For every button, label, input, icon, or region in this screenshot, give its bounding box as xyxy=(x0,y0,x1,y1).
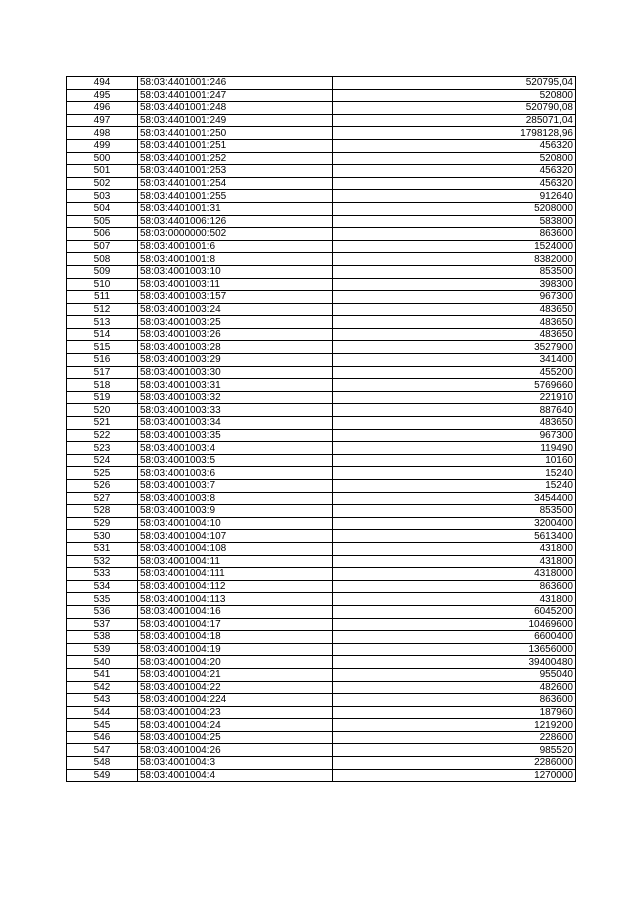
cadastral-number-cell: 58:03:4001003:11 xyxy=(138,278,333,291)
cadastral-value-cell: 985520 xyxy=(333,744,576,757)
cadastral-number-cell: 58:03:4401001:253 xyxy=(138,165,333,178)
row-number-cell: 514 xyxy=(67,328,138,341)
row-number-cell: 498 xyxy=(67,127,138,140)
cadastral-value-cell: 5613400 xyxy=(333,530,576,543)
table-row xyxy=(67,114,576,127)
cadastral-value-cell: 967300 xyxy=(333,291,576,304)
row-number-cell: 530 xyxy=(67,530,138,543)
table-row xyxy=(67,530,576,543)
row-number-cell: 520 xyxy=(67,404,138,417)
row-number-cell: 538 xyxy=(67,631,138,644)
table-row xyxy=(67,454,576,467)
cadastral-value-cell: 1524000 xyxy=(333,240,576,253)
cadastral-value-cell: 456320 xyxy=(333,177,576,190)
cadastral-number-cell: 58:03:4001004:16 xyxy=(138,605,333,618)
cadastral-value-cell: 456320 xyxy=(333,139,576,152)
cadastral-number-cell: 58:03:4401001:254 xyxy=(138,177,333,190)
cadastral-value-cell: 10469600 xyxy=(333,618,576,631)
row-number-cell: 534 xyxy=(67,580,138,593)
cadastral-number-cell: 58:03:4001003:26 xyxy=(138,328,333,341)
table-row xyxy=(67,492,576,505)
table-row xyxy=(67,605,576,618)
table-body xyxy=(67,77,576,782)
row-number-cell: 507 xyxy=(67,240,138,253)
cadastral-number-cell: 58:03:4001004:17 xyxy=(138,618,333,631)
cadastral-number-cell: 58:03:4001003:157 xyxy=(138,291,333,304)
cadastral-value-cell: 6045200 xyxy=(333,605,576,618)
row-number-cell: 543 xyxy=(67,694,138,707)
table-row xyxy=(67,757,576,770)
cadastral-value-cell: 228600 xyxy=(333,731,576,744)
cadastral-number-cell: 58:03:4001004:20 xyxy=(138,656,333,669)
table-row xyxy=(67,480,576,493)
cadastral-number-cell: 58:03:4001004:21 xyxy=(138,668,333,681)
cadastral-number-cell: 58:03:4001003:8 xyxy=(138,492,333,505)
cadastral-value-cell: 455200 xyxy=(333,366,576,379)
cadastral-number-cell: 58:03:4401006:126 xyxy=(138,215,333,228)
cadastral-number-cell: 58:03:4001003:31 xyxy=(138,379,333,392)
row-number-cell: 505 xyxy=(67,215,138,228)
row-number-cell: 533 xyxy=(67,568,138,581)
row-number-cell: 499 xyxy=(67,139,138,152)
cadastral-value-cell: 483650 xyxy=(333,316,576,329)
cadastral-number-cell: 58:03:4001001:8 xyxy=(138,253,333,266)
row-number-cell: 547 xyxy=(67,744,138,757)
table-row xyxy=(67,631,576,644)
cadastral-value-cell: 10160 xyxy=(333,454,576,467)
table-row xyxy=(67,379,576,392)
table-row xyxy=(67,719,576,732)
cadastral-number-cell: 58:03:4001004:224 xyxy=(138,694,333,707)
table-row xyxy=(67,278,576,291)
cadastral-number-cell: 58:03:4001004:11 xyxy=(138,555,333,568)
table-row xyxy=(67,89,576,102)
table-row xyxy=(67,769,576,782)
row-number-cell: 512 xyxy=(67,303,138,316)
row-number-cell: 541 xyxy=(67,668,138,681)
table-row xyxy=(67,467,576,480)
cadastral-value-cell: 15240 xyxy=(333,467,576,480)
row-number-cell: 529 xyxy=(67,517,138,530)
row-number-cell: 510 xyxy=(67,278,138,291)
cadastral-value-cell: 456320 xyxy=(333,165,576,178)
cadastral-value-cell: 15240 xyxy=(333,480,576,493)
cadastral-value-cell: 482600 xyxy=(333,681,576,694)
cadastral-value-cell: 119490 xyxy=(333,442,576,455)
cadastral-number-cell: 58:03:4401001:248 xyxy=(138,102,333,115)
row-number-cell: 525 xyxy=(67,467,138,480)
cadastral-number-cell: 58:03:4001004:108 xyxy=(138,542,333,555)
row-number-cell: 546 xyxy=(67,731,138,744)
row-number-cell: 508 xyxy=(67,253,138,266)
cadastral-value-cell: 3454400 xyxy=(333,492,576,505)
cadastral-value-cell: 2286000 xyxy=(333,757,576,770)
row-number-cell: 535 xyxy=(67,593,138,606)
table-row xyxy=(67,328,576,341)
cadastral-number-cell: 58:03:4001004:10 xyxy=(138,517,333,530)
row-number-cell: 548 xyxy=(67,757,138,770)
row-number-cell: 545 xyxy=(67,719,138,732)
cadastral-value-cell: 398300 xyxy=(333,278,576,291)
row-number-cell: 518 xyxy=(67,379,138,392)
row-number-cell: 531 xyxy=(67,542,138,555)
row-number-cell: 527 xyxy=(67,492,138,505)
cadastral-number-cell: 58:03:4001004:22 xyxy=(138,681,333,694)
table-row xyxy=(67,517,576,530)
table-row xyxy=(67,354,576,367)
cadastral-value-cell: 520790,08 xyxy=(333,102,576,115)
table-row xyxy=(67,316,576,329)
cadastral-number-cell: 58:03:4001004:113 xyxy=(138,593,333,606)
table-row xyxy=(67,706,576,719)
cadastral-value-cell: 955040 xyxy=(333,668,576,681)
table-row xyxy=(67,102,576,115)
cadastral-number-cell: 58:03:4401001:247 xyxy=(138,89,333,102)
table-row xyxy=(67,731,576,744)
table-row xyxy=(67,656,576,669)
row-number-cell: 502 xyxy=(67,177,138,190)
cadastral-value-cell: 1219200 xyxy=(333,719,576,732)
cadastral-value-cell: 6600400 xyxy=(333,631,576,644)
row-number-cell: 509 xyxy=(67,265,138,278)
cadastral-number-cell: 58:03:4001003:9 xyxy=(138,505,333,518)
table-row xyxy=(67,228,576,241)
cadastral-number-cell: 58:03:4001003:30 xyxy=(138,366,333,379)
cadastral-number-cell: 58:03:4001003:33 xyxy=(138,404,333,417)
table-row xyxy=(67,442,576,455)
cadastral-value-cell: 221910 xyxy=(333,391,576,404)
cadastral-value-cell: 483650 xyxy=(333,303,576,316)
row-number-cell: 501 xyxy=(67,165,138,178)
cadastral-value-cell: 3200400 xyxy=(333,517,576,530)
table-row xyxy=(67,429,576,442)
table-row xyxy=(67,165,576,178)
cadastral-value-cell: 8382000 xyxy=(333,253,576,266)
cadastral-number-cell: 58:03:4401001:250 xyxy=(138,127,333,140)
row-number-cell: 536 xyxy=(67,605,138,618)
row-number-cell: 511 xyxy=(67,291,138,304)
cadastral-value-cell: 431800 xyxy=(333,593,576,606)
row-number-cell: 515 xyxy=(67,341,138,354)
table-row xyxy=(67,417,576,430)
cadastral-number-cell: 58:03:4001003:6 xyxy=(138,467,333,480)
cadastral-value-cell: 5208000 xyxy=(333,202,576,215)
cadastral-number-cell: 58:03:4001003:4 xyxy=(138,442,333,455)
cadastral-number-cell: 58:03:4001004:112 xyxy=(138,580,333,593)
cadastral-number-cell: 58:03:4001001:6 xyxy=(138,240,333,253)
row-number-cell: 519 xyxy=(67,391,138,404)
table-row xyxy=(67,505,576,518)
table-row xyxy=(67,77,576,90)
cadastral-value-cell: 5769660 xyxy=(333,379,576,392)
cadastral-value-cell: 341400 xyxy=(333,354,576,367)
row-number-cell: 522 xyxy=(67,429,138,442)
row-number-cell: 537 xyxy=(67,618,138,631)
cadastral-value-cell: 13656000 xyxy=(333,643,576,656)
cadastral-number-cell: 58:03:4401001:251 xyxy=(138,139,333,152)
table-row xyxy=(67,291,576,304)
cadastral-value-cell: 853500 xyxy=(333,505,576,518)
table-row xyxy=(67,303,576,316)
table-row xyxy=(67,265,576,278)
cadastral-value-cell: 887640 xyxy=(333,404,576,417)
cadastral-number-cell: 58:03:4001003:29 xyxy=(138,354,333,367)
cadastral-number-cell: 58:03:4001004:111 xyxy=(138,568,333,581)
table-row xyxy=(67,681,576,694)
row-number-cell: 528 xyxy=(67,505,138,518)
row-number-cell: 504 xyxy=(67,202,138,215)
cadastral-value-cell: 285071,04 xyxy=(333,114,576,127)
table-row xyxy=(67,404,576,417)
cadastral-number-cell: 58:03:4001004:19 xyxy=(138,643,333,656)
row-number-cell: 540 xyxy=(67,656,138,669)
table-row xyxy=(67,668,576,681)
table-row xyxy=(67,190,576,203)
table-row xyxy=(67,593,576,606)
cadastral-number-cell: 58:03:4401001:255 xyxy=(138,190,333,203)
cadastral-value-cell: 863600 xyxy=(333,228,576,241)
cadastral-value-cell: 3527900 xyxy=(333,341,576,354)
table-row xyxy=(67,618,576,631)
table-row xyxy=(67,253,576,266)
row-number-cell: 524 xyxy=(67,454,138,467)
cadastral-value-cell: 863600 xyxy=(333,694,576,707)
cadastral-number-cell: 58:03:4001004:107 xyxy=(138,530,333,543)
table-row xyxy=(67,580,576,593)
cadastral-value-cell: 853500 xyxy=(333,265,576,278)
row-number-cell: 549 xyxy=(67,769,138,782)
table-row xyxy=(67,215,576,228)
cadastral-number-cell: 58:03:4001003:24 xyxy=(138,303,333,316)
row-number-cell: 523 xyxy=(67,442,138,455)
table-row xyxy=(67,341,576,354)
cadastral-value-cell: 520795,04 xyxy=(333,77,576,90)
table-row xyxy=(67,555,576,568)
cadastral-value-cell: 520800 xyxy=(333,152,576,165)
table-row xyxy=(67,127,576,140)
table-row xyxy=(67,643,576,656)
cadastral-value-cell: 863600 xyxy=(333,580,576,593)
table-row xyxy=(67,202,576,215)
table-row xyxy=(67,366,576,379)
cadastral-number-cell: 58:03:4001004:24 xyxy=(138,719,333,732)
cadastral-value-cell: 4318000 xyxy=(333,568,576,581)
row-number-cell: 521 xyxy=(67,417,138,430)
cadastral-number-cell: 58:03:4001003:35 xyxy=(138,429,333,442)
row-number-cell: 497 xyxy=(67,114,138,127)
row-number-cell: 516 xyxy=(67,354,138,367)
cadastral-number-cell: 58:03:4401001:252 xyxy=(138,152,333,165)
cadastral-number-cell: 58:03:4401001:249 xyxy=(138,114,333,127)
cadastral-number-cell: 58:03:4001003:25 xyxy=(138,316,333,329)
row-number-cell: 526 xyxy=(67,480,138,493)
cadastral-number-cell: 58:03:4001003:32 xyxy=(138,391,333,404)
row-number-cell: 503 xyxy=(67,190,138,203)
table-row xyxy=(67,568,576,581)
row-number-cell: 517 xyxy=(67,366,138,379)
row-number-cell: 494 xyxy=(67,77,138,90)
cadastral-number-cell: 58:03:4001004:25 xyxy=(138,731,333,744)
cadastral-number-cell: 58:03:4001004:18 xyxy=(138,631,333,644)
table-row xyxy=(67,391,576,404)
cadastral-number-cell: 58:03:4001003:5 xyxy=(138,454,333,467)
row-number-cell: 500 xyxy=(67,152,138,165)
cadastral-value-cell: 520800 xyxy=(333,89,576,102)
cadastral-value-cell: 483650 xyxy=(333,417,576,430)
cadastral-value-cell: 1798128,96 xyxy=(333,127,576,140)
table-row xyxy=(67,694,576,707)
cadastral-value-cell: 483650 xyxy=(333,328,576,341)
cadastral-number-cell: 58:03:4001004:4 xyxy=(138,769,333,782)
cadastral-value-table xyxy=(66,76,576,782)
row-number-cell: 539 xyxy=(67,643,138,656)
row-number-cell: 544 xyxy=(67,706,138,719)
cadastral-value-cell: 431800 xyxy=(333,542,576,555)
row-number-cell: 532 xyxy=(67,555,138,568)
cadastral-number-cell: 58:03:4001003:34 xyxy=(138,417,333,430)
cadastral-number-cell: 58:03:4401001:246 xyxy=(138,77,333,90)
cadastral-value-cell: 967300 xyxy=(333,429,576,442)
cadastral-number-cell: 58:03:4001003:10 xyxy=(138,265,333,278)
table-row xyxy=(67,240,576,253)
cadastral-number-cell: 58:03:4001004:23 xyxy=(138,706,333,719)
table-row xyxy=(67,139,576,152)
table-row xyxy=(67,542,576,555)
row-number-cell: 542 xyxy=(67,681,138,694)
table-row xyxy=(67,152,576,165)
cadastral-value-cell: 912640 xyxy=(333,190,576,203)
cadastral-value-cell: 431800 xyxy=(333,555,576,568)
row-number-cell: 506 xyxy=(67,228,138,241)
table-row xyxy=(67,744,576,757)
cadastral-value-cell: 187960 xyxy=(333,706,576,719)
row-number-cell: 495 xyxy=(67,89,138,102)
cadastral-number-cell: 58:03:4401001:31 xyxy=(138,202,333,215)
cadastral-value-cell: 583800 xyxy=(333,215,576,228)
row-number-cell: 513 xyxy=(67,316,138,329)
cadastral-number-cell: 58:03:4001004:26 xyxy=(138,744,333,757)
table-row xyxy=(67,177,576,190)
cadastral-value-cell: 39400480 xyxy=(333,656,576,669)
row-number-cell: 496 xyxy=(67,102,138,115)
cadastral-number-cell: 58:03:0000000:502 xyxy=(138,228,333,241)
cadastral-number-cell: 58:03:4001004:3 xyxy=(138,757,333,770)
cadastral-number-cell: 58:03:4001003:28 xyxy=(138,341,333,354)
cadastral-value-cell: 1270000 xyxy=(333,769,576,782)
cadastral-number-cell: 58:03:4001003:7 xyxy=(138,480,333,493)
